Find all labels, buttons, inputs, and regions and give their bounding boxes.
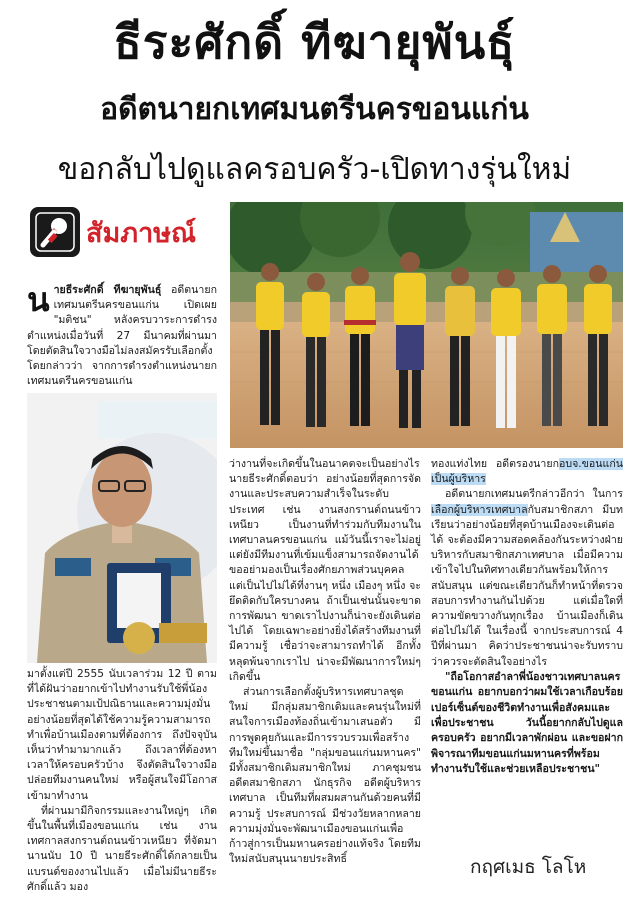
paragraph: มาตั้งแต่ปี 2555 นับเวลาร่วม 12 ปี ตามที่ได้ฝันว่าอยากเข้าไปทำงานรับใช้พี่น้องประชาชนตามเป้ปณิธานและความมุ่งมั่น อย่างน้อยที่สุดได้ใช้ความรู้ความสามารถทำเพื่อบ้านเมืองตามที่ต้องการ ถึงปัจจุบันเห็นว่าทำมามากแล้ว ถึงเวลาที่ต้องหาเวลาให้ครอบครัวบ้าง จึงตัดสินใจวางมือปล่อยทีมงานคนใหม่ หรือผู้สนใจมีโอกาสเข้ามาทำงาน [27,668,217,802]
interview-badge [30,207,215,257]
article-column-3 [431,457,623,778]
lead-text: อดีตนายกเทศมนตรีนครขอนแก่น เปิดเผย "มติชน" หลังครบวาระการดำรงตำแหน่งเมื่อวันที่ 27 มีนาคมที่ผ่านมา โดยตัดสินใจวางมือไม่ลงสมัครรับเลือกตั้ง โดยกล่าวว่า จากการดำรงตำแหน่งนายกเทศมนตรีนครขอนแก่น [27,284,217,388]
group-photo [230,202,623,448]
headline-subtitle: อดีตนายกเทศมนตรีนครขอนแก่น [100,92,529,127]
paragraph: ว่างานที่จะเกิดขึ้นในอนาคตจะเป็นอย่างไร นายธีระศักดิ์ตอบว่า อย่างน้อยที่สุดการจัดงานและประสบความสำเร็จในระดับประเทศ เช่น งานสงกรานต์ถนนข้าวเหนียว เป็นงานที่ทำร่วมกับทีมงานในเทศบาลนครขอนแก่น แม้วันนี้เราจะไม่อยู่ แต่ยังมีทีมงานที่เข้มแข็งสามารถจัดงานได้ ขออย่ามองเป็นเรื่องศักยภาพส่วนบุคคล แต่เป็นไปไม่ได้ที่งานๆ หนึ่ง เมืองๆ หนึ่ง จะยึดติดกับใครบางคน ถ้าเป็นเช่นนั้นจะขาดการพัฒนา ขาดเราไปงานก็น่าจะยังเดินต่อไปได้ โดยเฉพาะอย่างยิ่งได้สร้างทีมงานที่มีความรู้ เชื่อว่าจะสามารถทำได้ อีกทั้งหลุดพ้นจากเราไป น่าจะมีพัฒนาการใหม่ๆ เกิดขึ้น [229,458,421,683]
article-column-1 [27,667,217,895]
headline-tagline: ขอกลับไปดูแลครอบครัว-เปิดทางรุ่นใหม่ [57,152,572,187]
headline-name: ธีระศักดิ์ ทีฆายุพันธุ์ [113,15,516,69]
highlighted-text: เลือกผู้บริหารเทศบาล [431,503,528,516]
paragraph: ทองแท่งไทย อดีตรองนายกอบจ.ขอนแก่น เป็นผู้บริหาร [431,458,623,486]
portrait-photo [27,393,217,663]
lead-name: ายธีระศักดิ์ ทีฆายุพันธุ์ [53,284,162,296]
article-lead [27,280,217,389]
article-column-2 [229,457,421,867]
paragraph: ส่วนการเลือกตั้งผู้บริหารเทศบาลชุดใหม่ มีกลุ่มสมาชิกเดิมและคนรุ่นใหม่ที่สนใจการเมืองท้องถิ่นเข้ามาเสนอตัว มีการพูดคุยกันและมีการรวบรวมเพื่อสร้างทีมใหม่ขึ้นมาชื่อ "กลุ่มขอนแก่นมหานคร" มีทั้งสมาชิกเดิมสมาชิกใหม่ ภาคชุมชน อดีตสมาชิกสภา นักธุรกิจ อดีตผู้บริหารเทศบาล เป็นทีมที่ผสมผสานกันด้วยคนที่มีความรู้ ประสบการณ์ มีช่วงวัยหลากหลาย ความมุ่งมั่นจะพัฒนาเมืองขอนแก่นเพื่อก้าวสู่การเป็นมหานครอย่างแท้จริง โดยทีมใหม่สนับสนุนนายประสิทธิ์ [229,686,421,866]
paragraph: ที่ผ่านมามีกิจกรรมและงานใหญ่ๆ เกิดขึ้นในพื้นที่เมืองขอนแก่น เช่น งานเทศกาลสงกรานต์ถนนข้าวเหนียว ที่จัดมานานนับ 10 ปี นายธีระศักดิ์ได้กลายเป็นแบรนด์ของงานไปแล้ว เมื่อไม่มีนายธีระศักดิ์แล้ว มอง [27,804,217,893]
drop-cap: น [27,280,50,319]
paragraph: อดีตนายกเทศมนตรีกล่าวอีกว่า ในการเลือกผู้บริหารเทศบาลกับสมาชิกสภา มีบทเรียนว่าอย่างน้อยที่สุดบ้านเมืองจะเดินต่อได้ จะต้องมีความสอดคล้องกันระหว่างฝ่ายบริหารกับสมาชิกสภาเทศบาล เมื่อมีความเข้าใจไปในทิศทางเดียวกันพร้อมให้การสนับสนุน แต่ขณะเดียวกันก็ทำหน้าที่ตรวจสอบการทำงานกันไปด้วย แต่เมื่อใดที่ความขัดขวางกันทุกเรื่อง บ้านเมืองก็เดินต่อไปไม่ได้ ในเรื่องนี้ จากประสบการณ์ 4 ปีที่ผ่านมา คิดว่าประชาชนน่าจะรับทราบว่าควรจะตัดสินใจอย่างไร [431,488,623,668]
highlighted-text: อบจ.ขอนแก่น เป็นผู้บริหาร [431,458,623,486]
section-label: สัมภาษณ์ [86,218,197,249]
microphone-icon [30,207,80,257]
closing-quote: "ถือโอกาสอำลาพี่น้องชาวเทศบาลนครขอนแก่น อยากบอกว่าผมใช้เวลาเกือบร้อยเปอร์เซ็นต์ของชีวิตทำงานเพื่อสังคมและเพื่อประชาชน วันนี้อยากกลับไปดูแลครอบครัว อยากมีเวลาพักผ่อน และขอฝากพิจารณาทีมขอนแก่นมหานครที่พร้อมทำงานรับใช้และช่วยเหลือประชาชน" [431,670,623,776]
byline: กฤศเมธ โลโห [470,856,587,878]
